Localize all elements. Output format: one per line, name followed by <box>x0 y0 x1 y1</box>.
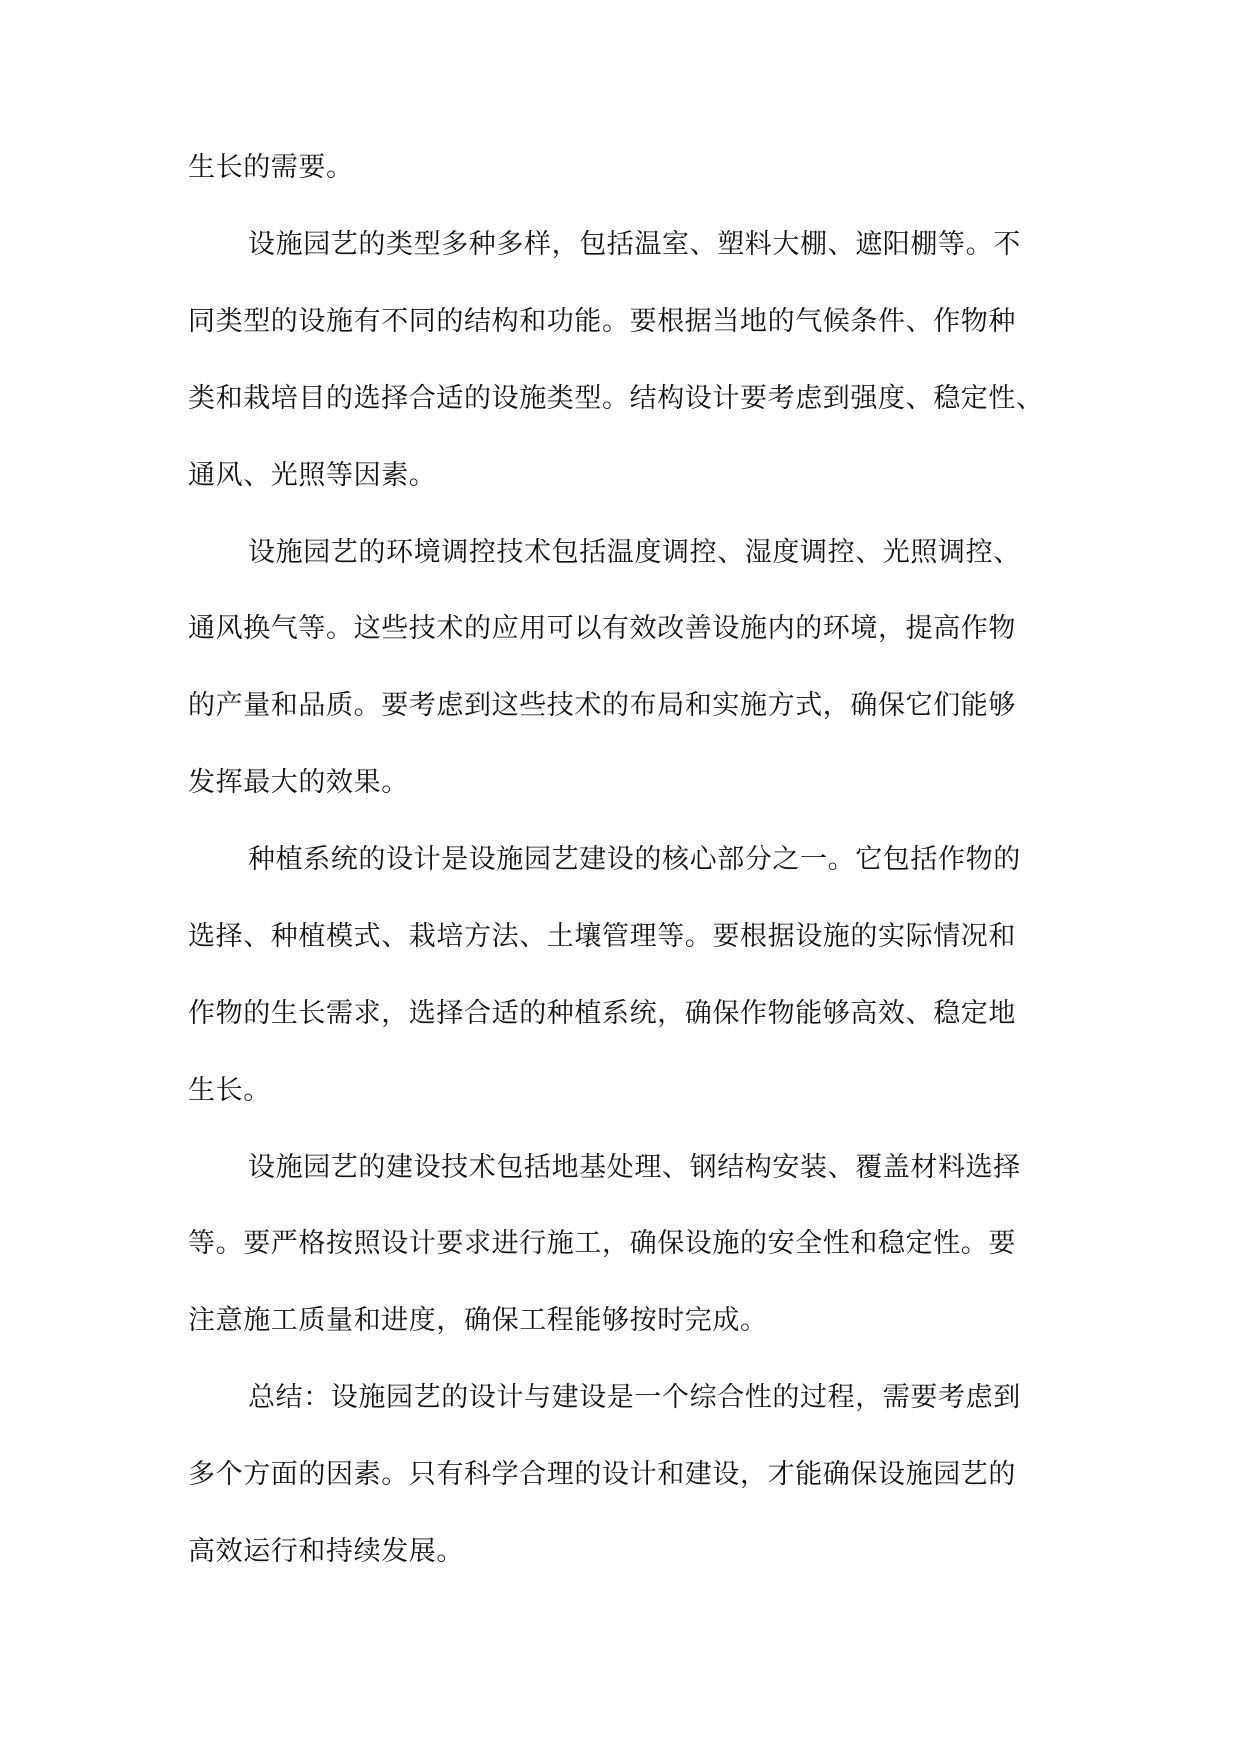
paragraph-line: 通风换气等。这些技术的应用可以有效改善设施内的环境，提高作物 <box>188 613 1016 644</box>
paragraph-line: 高效运行和持续发展。 <box>188 1536 464 1567</box>
paragraph-line: 设施园艺的建设技术包括地基处理、钢结构安装、覆盖材料选择 <box>248 1152 1021 1183</box>
paragraph-line: 选择、种植模式、栽培方法、土壤管理等。要根据设施的实际情况和 <box>188 921 1016 952</box>
paragraph-line: 种植系统的设计是设施园艺建设的核心部分之一。它包括作物的 <box>248 844 1021 875</box>
paragraph-line: 的产量和品质。要考虑到这些技术的布局和实施方式，确保它们能够 <box>188 690 1016 721</box>
paragraph-line: 发挥最大的效果。 <box>188 767 409 798</box>
paragraph-line: 作物的生长需求，选择合适的种植系统，确保作物能够高效、稳定地 <box>188 998 1016 1029</box>
paragraph-line: 设施园艺的环境调控技术包括温度调控、湿度调控、光照调控、 <box>248 537 1021 568</box>
paragraph-line: 通风、光照等因素。 <box>188 460 437 491</box>
paragraph-line: 总结：设施园艺的设计与建设是一个综合性的过程，需要考虑到 <box>248 1382 1021 1413</box>
paragraph-line: 多个方面的因素。只有科学合理的设计和建设，才能确保设施园艺的 <box>188 1459 1016 1490</box>
paragraph-line: 设施园艺的类型多种多样，包括温室、塑料大棚、遮阳棚等。不 <box>248 229 1021 260</box>
paragraph-line: 等。要严格按照设计要求进行施工，确保设施的安全性和稳定性。要 <box>188 1228 1016 1259</box>
paragraph-line: 生长。 <box>188 1075 271 1106</box>
paragraph-line: 生长的需要。 <box>188 152 354 183</box>
paragraph-line: 类和栽培目的选择合适的设施类型。结构设计要考虑到强度、稳定性、 <box>188 383 1044 414</box>
paragraph-line: 注意施工质量和进度，确保工程能够按时完成。 <box>188 1305 768 1336</box>
paragraph-line: 同类型的设施有不同的结构和功能。要根据当地的气候条件、作物种 <box>188 306 1016 337</box>
